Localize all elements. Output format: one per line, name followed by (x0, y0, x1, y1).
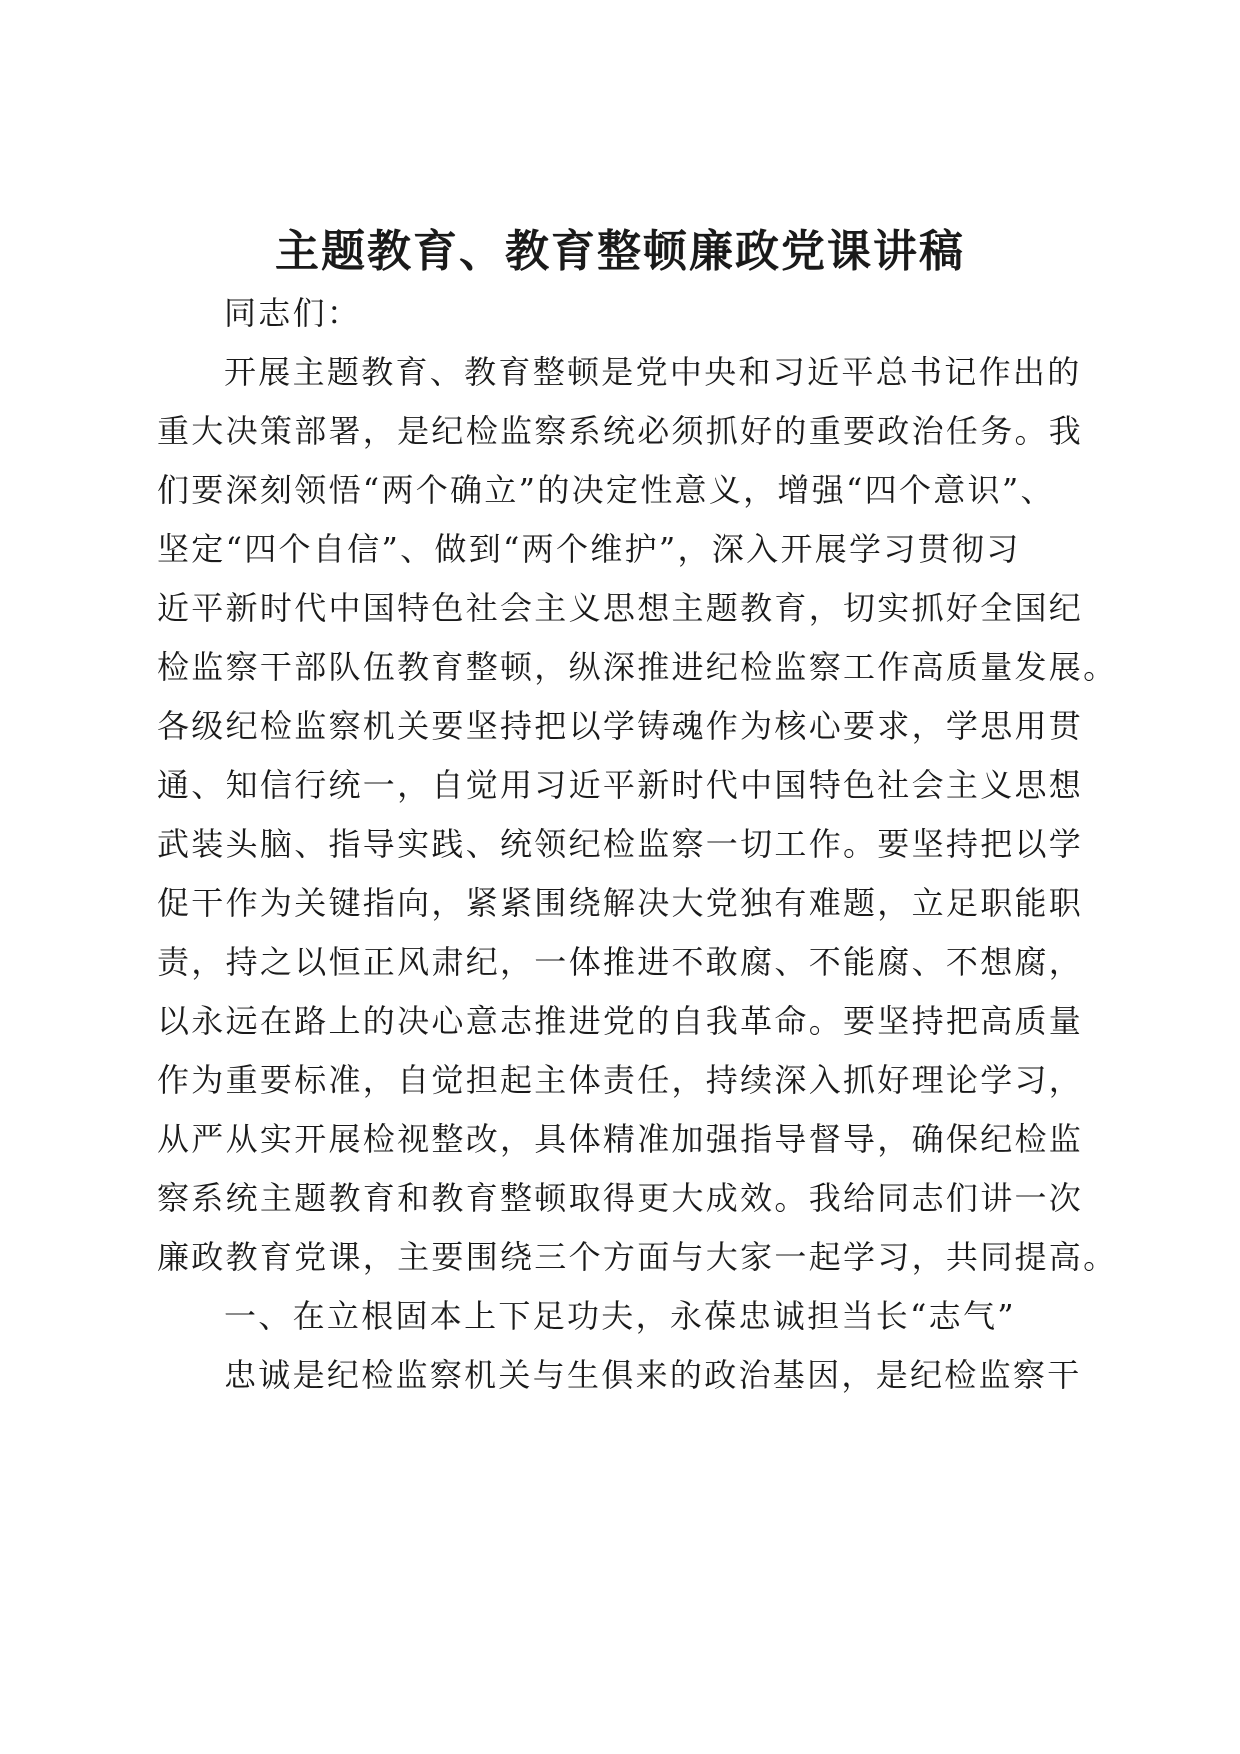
body-line: 廉政教育党课，主要围绕三个方面与大家一起学习，共同提高。 (157, 1238, 1118, 1276)
body-line: 通、知信行统一，自觉用习近平新时代中国特色社会主义思想 (157, 766, 1084, 804)
body-line: 从严从实开展检视整改，具体精准加强指导督导，确保纪检监 (157, 1120, 1084, 1158)
body-line: 坚定“四个自信”、做到“两个维护”，深入开展学习贯彻习 (157, 530, 1021, 568)
body-line: 检监察干部队伍教育整顿，纵深推进纪检监察工作高质量发展。 (157, 648, 1118, 686)
body-line: 各级纪检监察机关要坚持把以学铸魂作为核心要求，学思用贯 (157, 707, 1084, 745)
body-line: 重大决策部署，是纪检监察系统必须抓好的重要政治任务。我 (157, 412, 1084, 450)
body-line: 武装头脑、指导实践、统领纪检监察一切工作。要坚持把以学 (157, 825, 1084, 863)
body-line: 开展主题教育、教育整顿是党中央和习近平总书记作出的 (224, 353, 1082, 391)
body-line: 以永远在路上的决心意志推进党的自我革命。要坚持把高质量 (157, 1002, 1084, 1040)
section-heading: 一、在立根固本上下足功夫，永葆忠诚担当长“志气” (224, 1297, 1016, 1335)
body-line: 察系统主题教育和教育整顿取得更大成效。我给同志们讲一次 (157, 1179, 1084, 1217)
body-line: 促干作为关键指向，紧紧围绕解决大党独有难题，立足职能职 (157, 884, 1084, 922)
body-line: 责，持之以恒正风肃纪，一体推进不敢腐、不能腐、不想腐， (157, 943, 1084, 981)
salutation: 同志们： (224, 294, 362, 332)
body-line: 作为重要标准，自觉担起主体责任，持续深入抓好理论学习， (157, 1061, 1084, 1099)
body-line: 忠诚是纪检监察机关与生俱来的政治基因，是纪检监察干 (224, 1356, 1082, 1394)
body-line: 们要深刻领悟“两个确立”的决定性意义，增强“四个意识”、 (157, 471, 1055, 509)
document-title: 主题教育、教育整顿廉政党课讲稿 (275, 226, 965, 277)
body-line: 近平新时代中国特色社会主义思想主题教育，切实抓好全国纪 (157, 589, 1084, 627)
